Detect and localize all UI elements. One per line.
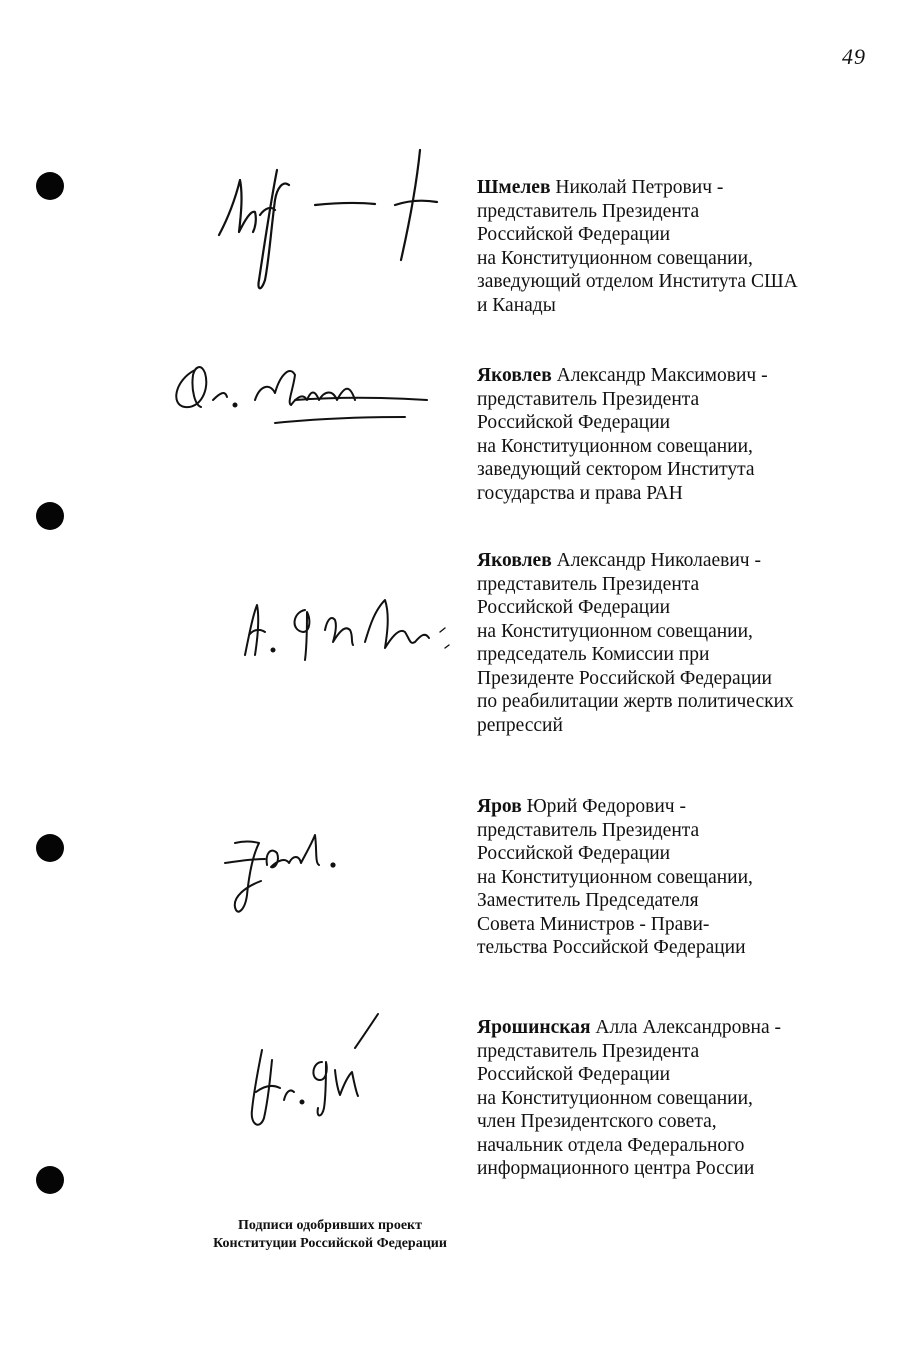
entry-line: на Конституционном совещании,	[477, 1087, 753, 1109]
entry-surname: Яров	[477, 796, 522, 817]
page-number: 49	[842, 44, 866, 69]
entry-name-line	[477, 795, 882, 819]
entry-line: Российской Федерации	[477, 1064, 671, 1085]
entry-line: заведующий отделом Института США	[477, 271, 798, 292]
entry-line: заведующий сектором Института	[477, 459, 755, 480]
punch-hole	[36, 1166, 64, 1194]
entry-name-line	[477, 549, 882, 573]
entry-line: на Конституционном совещании,	[477, 247, 753, 269]
entry-line: начальник отдела Федерального	[477, 1134, 745, 1156]
entry-line: государства и права РАН	[477, 482, 683, 504]
entry-line: тельства Российской Федерации	[477, 937, 746, 958]
signature-yakovlev-am	[165, 345, 435, 435]
entry-name-line	[477, 364, 882, 388]
entry-line: председатель Комиссии при	[477, 644, 710, 665]
entry-given-names: Николай Петрович -	[550, 177, 724, 198]
entry-line: информационного центра России	[477, 1158, 755, 1179]
entry-yaroshinskaya	[477, 1016, 882, 1181]
signature-yaroshinskaya	[240, 1000, 390, 1140]
entry-name-line	[477, 176, 882, 200]
entry-given-names: Юрий Федорович -	[521, 796, 686, 817]
entry-line: по реабилитации жертв политических	[477, 691, 794, 712]
entry-line: Заместитель Председателя	[477, 890, 699, 911]
entry-line: на Конституционном совещании,	[477, 620, 753, 642]
footer-line: Конституции Российской Федерации	[213, 1236, 447, 1251]
signature-yarov	[215, 815, 365, 925]
entry-line: Совета Министров - Прави-	[477, 913, 710, 935]
entry-yakovlev-am	[477, 364, 882, 505]
footer-caption	[170, 1217, 490, 1253]
entry-surname: Шмелев	[477, 177, 551, 198]
entry-line: представитель Президента	[477, 819, 700, 841]
entry-line: и Канады	[477, 294, 556, 316]
entry-line: представитель Президента	[477, 388, 700, 410]
entry-surname: Яковлев	[477, 365, 552, 386]
entry-line: член Президентского совета,	[477, 1111, 717, 1132]
entry-surname: Ярошинская	[477, 1017, 591, 1038]
entry-line: на Конституционном совещании,	[477, 435, 753, 457]
entry-shmelev	[477, 176, 882, 317]
entry-surname: Яковлев	[477, 550, 552, 571]
signature-yakovlev-an	[235, 570, 465, 670]
entry-line: репрессий	[477, 714, 563, 736]
entry-line: представитель Президента	[477, 200, 700, 222]
entry-yarov	[477, 795, 882, 960]
entry-given-names: Александр Николаевич -	[551, 550, 761, 571]
punch-hole	[36, 502, 64, 530]
entry-line: Российской Федерации	[477, 224, 671, 245]
entry-given-names: Александр Максимович -	[551, 365, 768, 386]
entry-line: на Конституционном совещании,	[477, 866, 753, 888]
entry-line: представитель Президента	[477, 1040, 700, 1062]
entry-line: представитель Президента	[477, 573, 700, 595]
entry-yakovlev-an	[477, 549, 882, 737]
punch-hole	[36, 172, 64, 200]
punch-hole	[36, 834, 64, 862]
entry-line: Президенте Российской Федерации	[477, 667, 772, 689]
entry-line: Российской Федерации	[477, 412, 671, 433]
entry-given-names: Алла Александровна -	[590, 1017, 781, 1038]
footer-line: Подписи одобривших проект	[238, 1218, 422, 1233]
entry-line: Российской Федерации	[477, 597, 671, 618]
entry-line: Российской Федерации	[477, 843, 671, 864]
entry-name-line	[477, 1016, 882, 1040]
signature-shmelev	[205, 140, 445, 300]
